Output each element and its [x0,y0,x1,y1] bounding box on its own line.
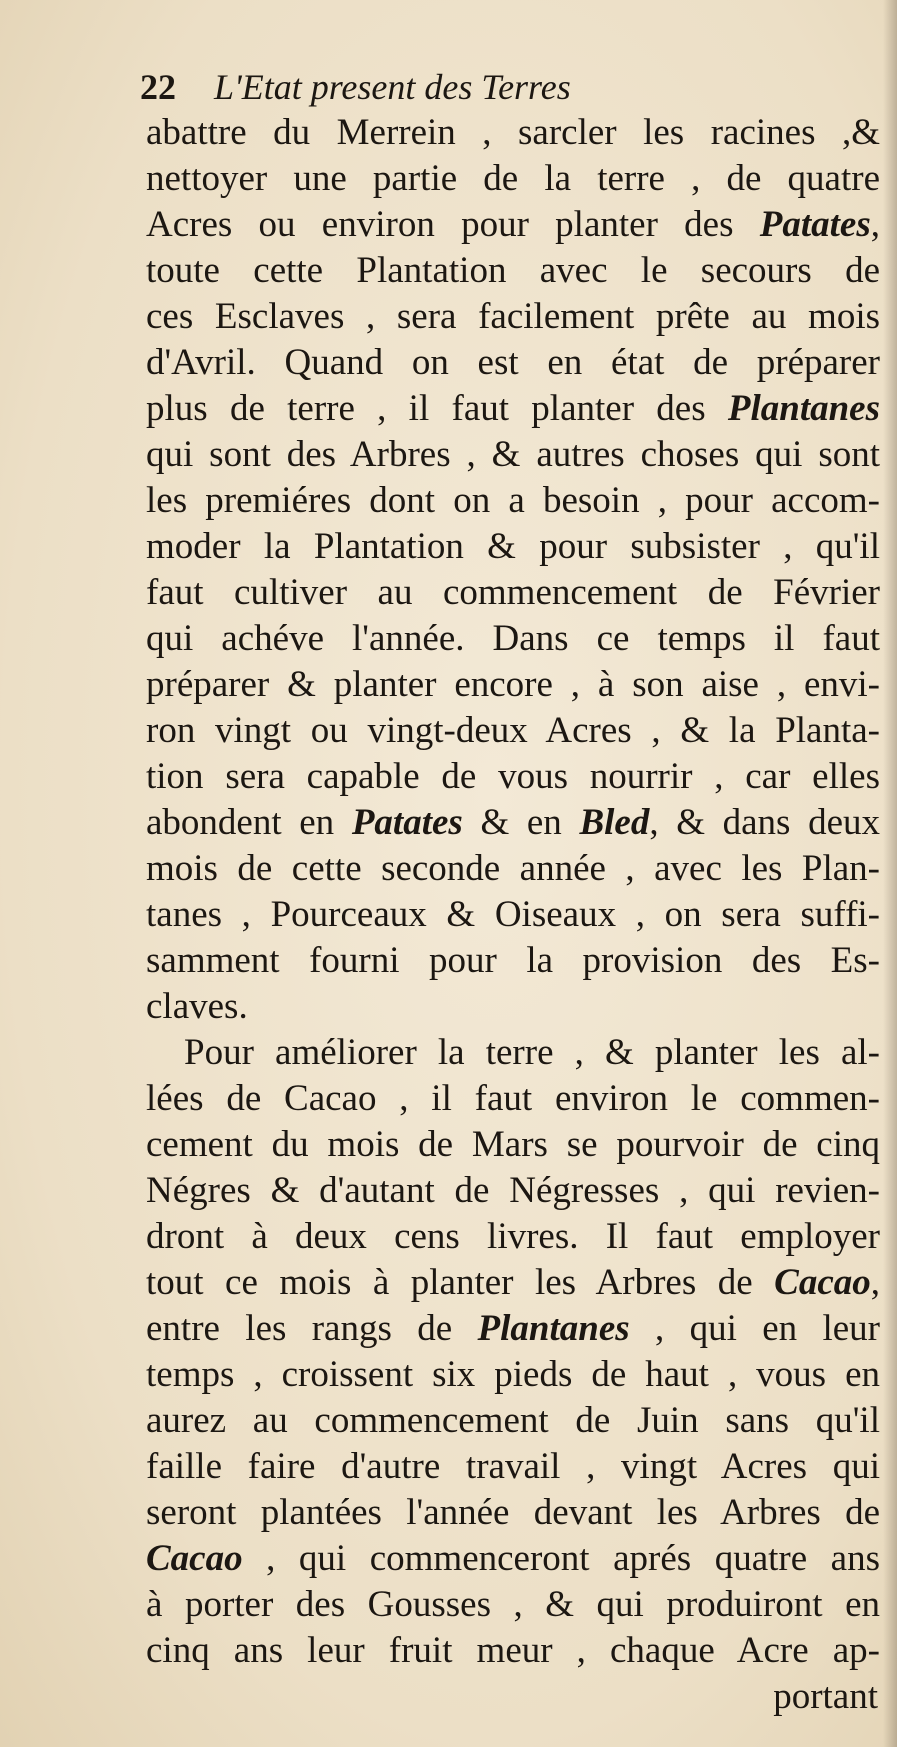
text-line [146,524,880,570]
text-run: Acres ou environ pour planter des [146,204,760,245]
italic-term: Bled [579,802,650,843]
text-line [146,616,880,662]
text-line [146,1628,880,1674]
text-run: d'Avril. Quand on est en état de préparer [146,342,880,383]
text-line [146,386,880,432]
text-line [146,1398,880,1444]
text-line [146,708,880,754]
text-run: seront plantées l'année devant les Arbres de [146,1492,880,1533]
text-run: , qui commenceront aprés quatre ans [242,1538,880,1579]
text-line [146,1122,880,1168]
text-line [146,1030,880,1076]
text-run: cement du mois de Mars se pourvoir de cinq [146,1124,880,1165]
text-line [146,1214,880,1260]
catchword: portant [773,1676,878,1717]
text-line [146,570,880,616]
text-run: nettoyer une partie de la terre , de quatre [146,158,880,199]
text-line [146,110,880,156]
text-run: tion sera capable de vous nourrir , car elles [146,756,880,797]
text-run: claves. [146,986,248,1027]
text-line [146,1352,880,1398]
text-line [146,984,880,1030]
text-run: mois de cette seconde année , avec les Plan- [146,848,880,889]
text-run: lées de Cacao , il faut environ le commen- [146,1078,880,1119]
text-run: faille faire d'autre travail , vingt Acres qui [146,1446,880,1487]
italic-term: Patates [759,204,871,245]
text-line [146,202,880,248]
text-line [146,1168,880,1214]
text-line [146,892,880,938]
text-run: temps , croissent six pieds de haut , vous en [146,1354,880,1395]
text-line [146,938,880,984]
text-line [146,1582,880,1628]
text-line [146,1260,880,1306]
text-line [146,432,880,478]
text-line [146,1306,880,1352]
italic-term: Cacao [146,1538,243,1579]
text-run: à porter des Gousses , & qui produiront en [146,1584,880,1625]
text-run: qui achéve l'année. Dans ce temps il faut [146,618,880,659]
text-run: ron vingt ou vingt-deux Acres , & la Planta- [146,710,880,751]
text-run: faut cultiver au commencement de Février [146,572,880,613]
text-line [146,340,880,386]
text-line [146,156,880,202]
text-run: qui sont des Arbres , & autres choses qui sont [146,434,880,475]
text-line [146,1444,880,1490]
text-run: , & dans deux [649,802,880,843]
running-title: L'Etat present des Terres [214,67,571,107]
page-number: 22 [140,67,176,107]
text-line [146,1490,880,1536]
text-run: préparer & planter encore , à son aise , envi- [146,664,880,705]
italic-term: Patates [351,802,463,843]
text-run: & en [462,802,580,843]
text-run: samment fourni pour la provision des Es- [146,940,880,981]
running-head [140,62,571,112]
text-run: les premiéres dont on a besoin , pour accom- [146,480,880,521]
text-line [146,800,880,846]
text-run: ces Esclaves , sera facilement prête au mois [146,296,880,337]
text-line [146,248,880,294]
text-run: abondent en [146,802,352,843]
italic-term: Plantanes [727,388,880,429]
text-run: dront à deux cens livres. Il faut employer [146,1216,880,1257]
text-run: Négres & d'autant de Négresses , qui revien- [146,1170,880,1211]
text-run: toute cette Plantation avec le secours de [146,250,880,291]
text-line [146,662,880,708]
text-run: tout ce mois à planter les Arbres de [146,1262,775,1303]
text-run: cinq ans leur fruit meur , chaque Acre ap- [146,1630,880,1671]
text-run: tanes , Pourceaux & Oiseaux , on sera suffi- [146,894,880,935]
body-text [146,110,880,1720]
text-run: , [870,1262,880,1303]
page-edge-shadow [883,0,897,1747]
text-run: Pour améliorer la terre , & planter les al- [184,1032,880,1073]
text-line [146,846,880,892]
text-run: , qui en leur [629,1308,880,1349]
text-line [146,294,880,340]
text-run: aurez au commencement de Juin sans qu'il [146,1400,880,1441]
text-line [146,1536,880,1582]
text-line [146,754,880,800]
text-run: entre les rangs de [146,1308,478,1349]
text-line [146,478,880,524]
text-run: , [870,204,880,245]
italic-term: Plantanes [477,1308,630,1349]
italic-term: Cacao [774,1262,871,1303]
text-run: plus de terre , il faut planter des [146,388,728,429]
text-run: abattre du Merrein , sarcler les racines ,& [146,112,880,153]
text-line [146,1076,880,1122]
text-run: moder la Plantation & pour subsister , qu'il [146,526,880,567]
